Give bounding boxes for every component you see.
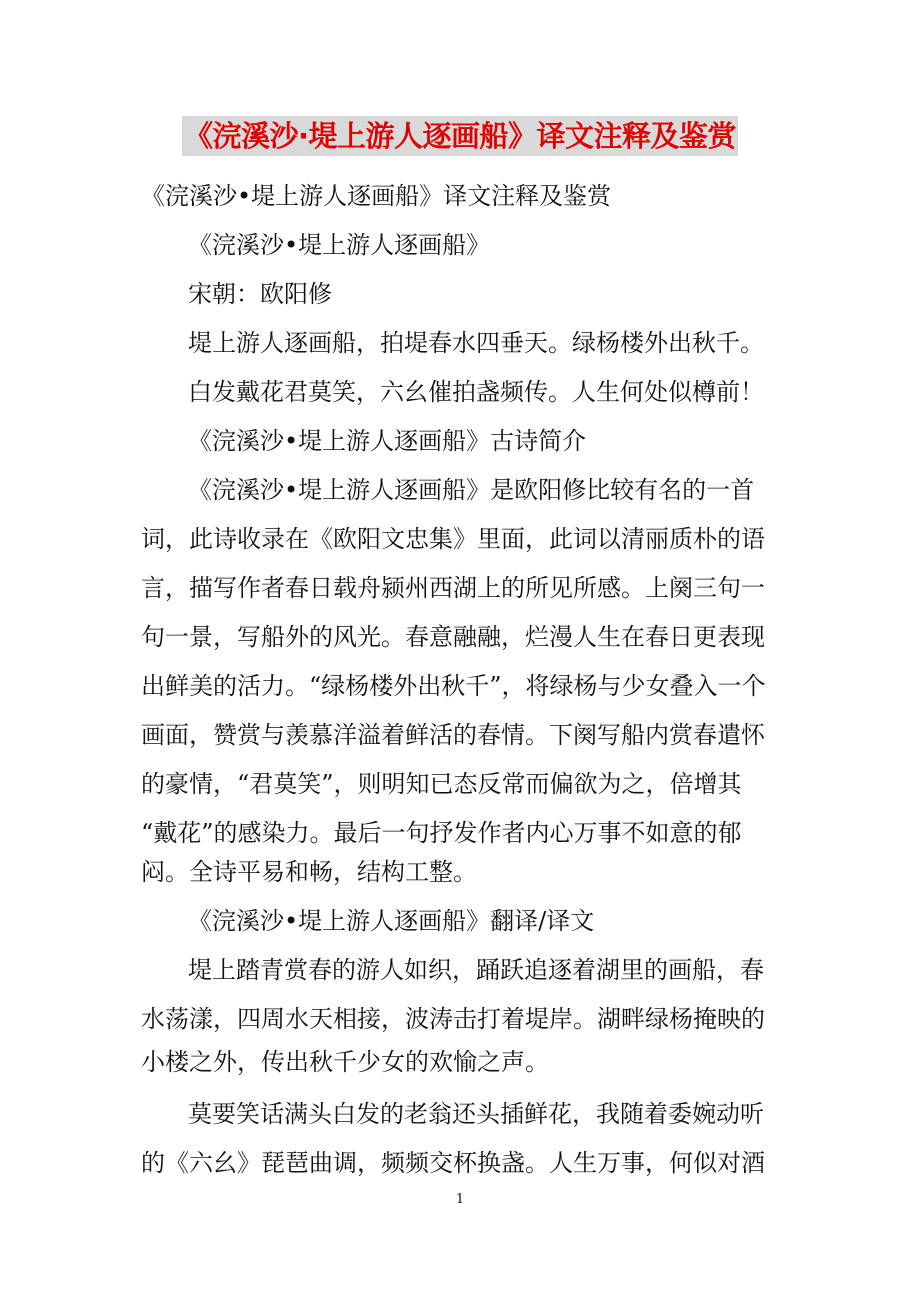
text-line: 句一景，写船外的风光。春意融融，烂漫人生在春日更表现: [141, 623, 765, 651]
text-line: 白发戴花君莫笑，六幺催拍盏频传。人生何处似樽前！: [188, 378, 764, 406]
text-line: 《浣溪沙•堤上游人逐画船》: [188, 231, 491, 259]
page-number: 1: [455, 1192, 465, 1207]
text-line: 《浣溪沙•堤上游人逐画船》古诗简介: [188, 427, 587, 455]
text-line: 堤上踏青赏春的游人如织，踊跃追逐着湖里的画船，春: [188, 956, 764, 984]
text-line: 宋朝：欧阳修: [188, 280, 332, 308]
text-line: 的《六幺》琵琶曲调，频频交杯换盏。人生万事，何似对酒: [141, 1149, 765, 1177]
text-line: 《浣溪沙•堤上游人逐画船》翻译/译文: [188, 907, 595, 935]
text-line: 《浣溪沙•堤上游人逐画船》译文注释及鉴赏: [141, 182, 612, 210]
text-line: 小楼之外，传出秋千少女的欢愉之声。: [141, 1048, 549, 1076]
text-line: 画面，赞赏与羡慕洋溢着鲜活的春情。下阕写船内赏春遣怀: [141, 721, 765, 749]
text-line: 闷。全诗平易和畅，结构工整。: [141, 858, 477, 886]
text-line: 水荡漾，四周水天相接，波涛击打着堤岸。湖畔绿杨掩映的: [141, 1005, 765, 1033]
text-line: 出鲜美的活力。“绿杨楼外出秋千”，将绿杨与少女叠入一个: [141, 672, 766, 700]
text-line: “戴花”的感染力。最后一句抒发作者内心万事不如意的郁: [141, 819, 742, 847]
text-line: 堤上游人逐画船，拍堤春水四垂天。绿杨楼外出秋千。: [188, 329, 764, 357]
text-line: 的豪情，“君莫笑”，则明知已态反常而偏欲为之，倍增其: [141, 770, 742, 798]
text-line: 莫要笑话满头白发的老翁还头插鲜花，我随着委婉动听: [188, 1100, 764, 1128]
text-line: 词，此诗收录在《欧阳文忠集》里面，此词以清丽质朴的语: [141, 525, 765, 553]
text-line: 《浣溪沙•堤上游人逐画船》是欧阳修比较有名的一首: [188, 476, 755, 504]
text-line: 言，描写作者春日载舟颍州西湖上的所见所感。上阕三句一: [141, 574, 765, 602]
document-title: 《浣溪沙·堤上游人逐画船》译文注释及鉴赏: [182, 116, 738, 156]
